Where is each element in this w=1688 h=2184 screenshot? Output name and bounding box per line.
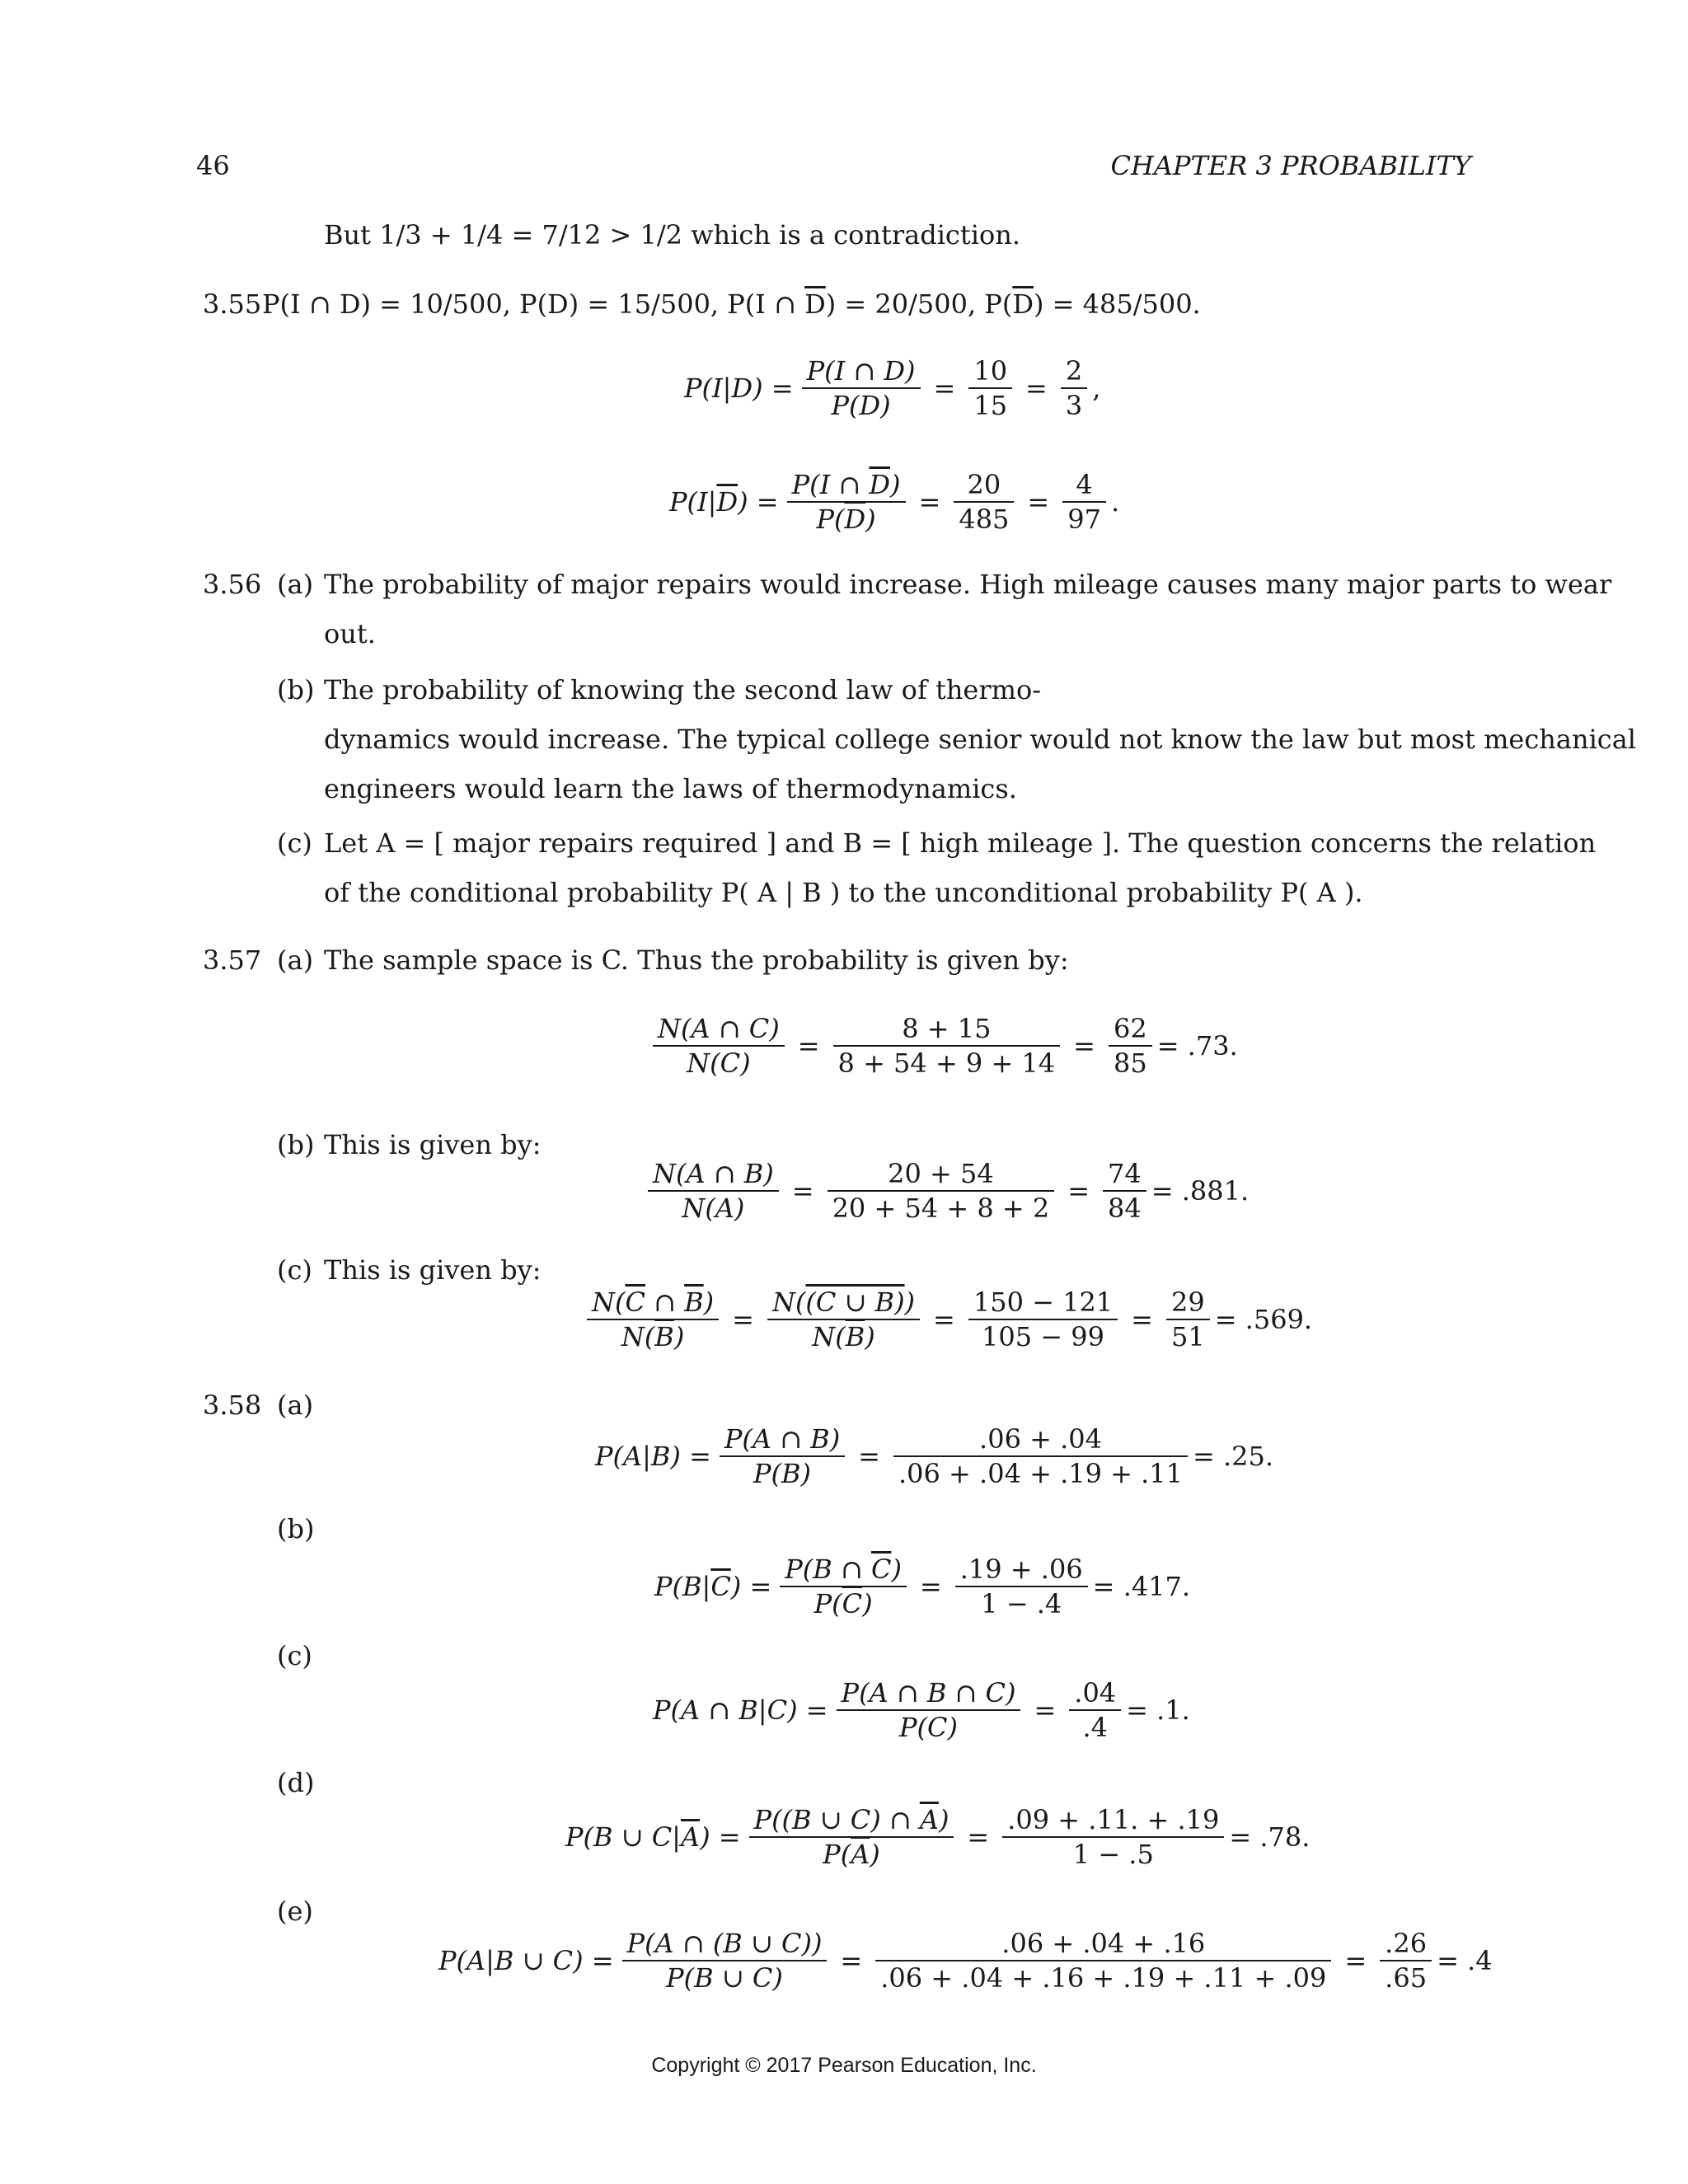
paragraph-line: of the conditional probability P( A | B ) to the unconditional probability P( A ). <box>324 877 1363 908</box>
part-label: (a) <box>277 569 314 600</box>
part-label: (d) <box>277 1767 315 1798</box>
problem-number: 3.56 <box>203 569 262 600</box>
equation: $\frac{N(A \cap C)}{N(C)}$ = $\frac{8 + 15}{8 + 54 + 9 + 14}$ = $\frac{62}{85}$ = .73. <box>648 1012 1238 1080</box>
part-label: (c) <box>277 1640 312 1671</box>
problem-number: 3.58 <box>203 1390 262 1421</box>
equation: $P(I|\overline{D})$ = $\frac{P(I \cap \overline{D})}{P(\overline{D})}$ = $\frac{20}{485}$ = $\frac{4}{97}$ . <box>669 469 1120 535</box>
equation: $\frac{N(A \cap B)}{N(A)}$ = $\frac{20 + 54}{20 + 54 + 8 + 2}$ = $\frac{74}{84}$ = .881. <box>643 1157 1249 1225</box>
part-label: (e) <box>277 1896 313 1927</box>
paragraph-line: engineers would learn the laws of thermodynamics. <box>324 773 1017 804</box>
part-label: (b) <box>277 674 315 705</box>
equation: P(A|B) = $\frac{P(A \cap B)}{P(B)}$ = $\frac{.06 + .04}{.06 + .04 + .19 + .11}$ = .25. <box>595 1423 1274 1489</box>
paragraph-line: This is given by: <box>324 1129 542 1160</box>
paragraph-line: The probability of knowing the second law of thermo- <box>324 674 1042 705</box>
equation: $P(B|\overline{C})$ = $\frac{P(B \cap \overline{C})}{P(\overline{C})}$ = $\frac{.19 + .06}{1 - .4}$ = .417. <box>654 1554 1191 1619</box>
part-label: (c) <box>277 827 312 859</box>
paragraph-line: Let A = [ major repairs required ] and B = [ high mileage ]. The question concerns the relation <box>324 827 1597 859</box>
part-label: (a) <box>277 944 314 976</box>
part-label: (b) <box>277 1513 315 1544</box>
page-number: 46 <box>196 150 230 181</box>
equation: P(A ∩ B|C) = $\frac{P(A \cap B \cap C)}{P(C)}$ = $\frac{.04}{.4}$ = .1. <box>653 1677 1190 1743</box>
problem-number: 3.57 <box>203 944 262 976</box>
part-label: (c) <box>277 1254 312 1286</box>
paragraph-line: dynamics would increase. The typical college senior would not know the law but most mechanical <box>324 724 1637 755</box>
equation: P(B ∪ $C|\overline{A}$) = $\frac{P((B \cup C) \cap \overline{A})}{P(\overline{A})}$ = $\frac{.09 + .11. + .19}{1 - .5}$ = .78. <box>565 1804 1311 1870</box>
intro-line: But 1/3 + 1/4 = 7/12 > 1/2 which is a contradiction. <box>324 219 1020 251</box>
paragraph-line: The probability of major repairs would increase. High mileage causes many major parts to wear <box>324 569 1612 600</box>
equation: $\frac{N(\overline{C} \cap \overline{B})}{N(\overline{B})}$ = $\frac{N((C \cup B))}{N(\overline{B})}$ = $\frac{150 - 121}{105 - 99}$ = $\frac{29}{51}$ = .569. <box>582 1286 1312 1353</box>
copyright-footer: Copyright © 2017 Pearson Education, Inc. <box>651 2054 1037 2077</box>
equation: P(I|D) = $\frac{P(I \cap D)}{P(D)}$ = $\frac{10}{15}$ = $\frac{2}{3}$ , <box>684 355 1101 421</box>
part-label: (b) <box>277 1129 315 1160</box>
paragraph-line: The sample space is C. Thus the probability is given by: <box>324 944 1069 976</box>
problem-number: 3.55 <box>203 288 262 320</box>
paragraph-line: out. <box>324 618 376 649</box>
paragraph-line: This is given by: <box>324 1254 542 1286</box>
equation: P(A|B ∪ C) = $\frac{P(A \cap (B \cup C))}{P(B \cup C)}$ = $\frac{.06 + .04 + .16}{.06 + .04 + .16 + .19 + .11 + .09}$ = $\frac{.26}{.65}$ = .4 <box>438 1928 1493 1994</box>
part-label: (a) <box>277 1390 314 1421</box>
given-probabilities: P(I ∩ D) = 10/500, P(D) = 15/500, P(I ∩ $\overline{D}) = 20/500$, $P(\overline{D}) = 485/500$. <box>262 288 1201 320</box>
chapter-title: CHAPTER 3 PROBABILITY <box>1110 150 1471 181</box>
